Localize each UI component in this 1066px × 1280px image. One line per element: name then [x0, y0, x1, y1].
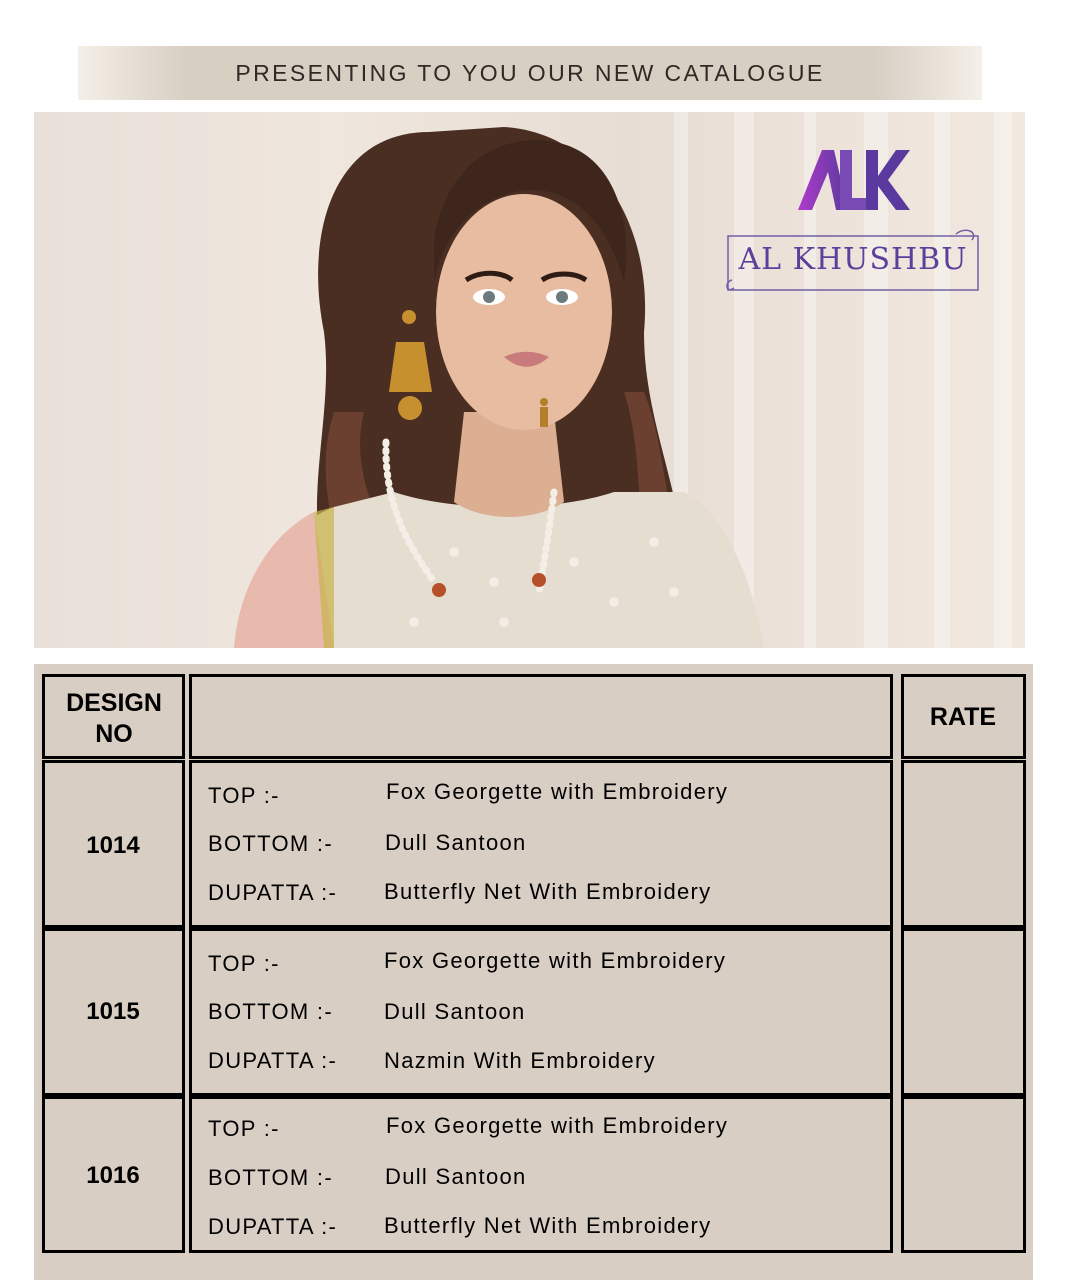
- row-1016-rate-cell: [901, 1096, 1026, 1253]
- label-dupatta: DUPATTA :-: [208, 880, 338, 905]
- row-1015-rate-cell: [901, 928, 1026, 1096]
- catalogue-banner: [78, 46, 982, 100]
- label-dupatta: DUPATTA :-: [208, 1214, 338, 1239]
- header-rate: RATE: [929, 703, 997, 731]
- label-bottom: BOTTOM :-: [208, 1165, 333, 1190]
- design-no-1014: 1014: [86, 832, 140, 859]
- value-bottom: Dull Santoon: [385, 830, 527, 855]
- al-khushbu-logo: [726, 228, 980, 292]
- design-no-1015: 1015: [86, 998, 140, 1025]
- label-bottom: BOTTOM :-: [208, 999, 333, 1024]
- banner-text: PRESENTING TO YOU OUR NEW CATALOGUE: [235, 59, 825, 86]
- label-dupatta: DUPATTA :-: [208, 1048, 338, 1073]
- header-design-no: [46, 688, 182, 750]
- row-1014-rate-cell: [901, 760, 1026, 928]
- label-top: TOP :-: [208, 1116, 280, 1141]
- header-details-cell: [189, 674, 893, 759]
- value-top: Fox Georgette with Embroidery: [386, 779, 729, 804]
- value-dupatta: Butterfly Net With Embroidery: [384, 879, 712, 904]
- value-dupatta: Butterfly Net With Embroidery: [384, 1213, 712, 1238]
- label-bottom: BOTTOM :-: [208, 831, 333, 856]
- value-top: Fox Georgette with Embroidery: [386, 1113, 729, 1138]
- label-top: TOP :-: [208, 783, 280, 808]
- value-dupatta: Nazmin With Embroidery: [384, 1048, 656, 1073]
- value-top: Fox Georgette with Embroidery: [384, 948, 727, 973]
- value-bottom: Dull Santoon: [385, 1164, 527, 1189]
- design-no-1016: 1016: [86, 1162, 140, 1189]
- alk-logo: [796, 146, 912, 214]
- header-design-no-text: DESIGN NO: [66, 689, 162, 748]
- brand-name: AL KHUSHBU: [738, 242, 968, 277]
- value-bottom: Dull Santoon: [384, 999, 526, 1024]
- label-top: TOP :-: [208, 951, 280, 976]
